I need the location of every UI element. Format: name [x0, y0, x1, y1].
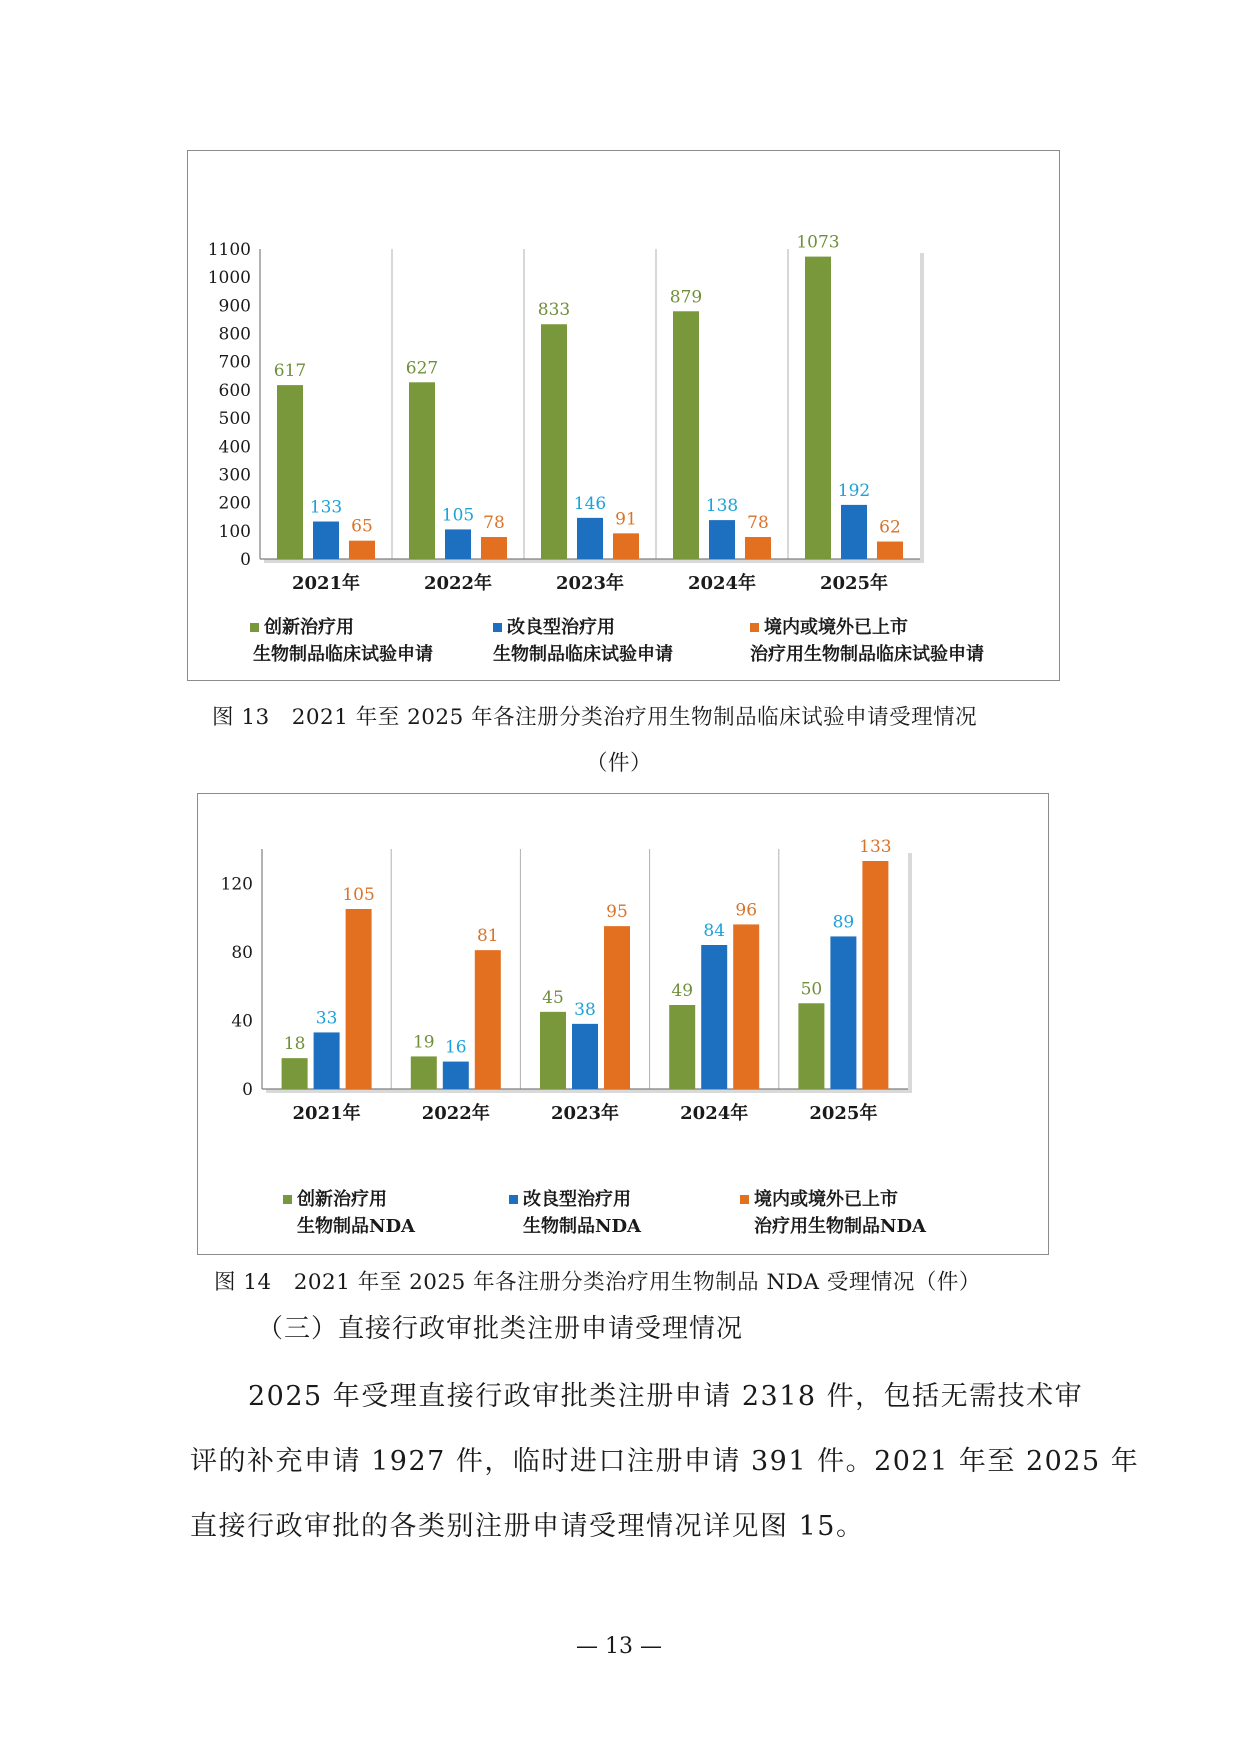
chart-fig13-plot	[188, 151, 1061, 682]
bar	[572, 1024, 598, 1089]
legend-item-improved	[493, 614, 673, 668]
data-label: 91	[615, 509, 637, 530]
y-tick-label: 800	[218, 324, 251, 345]
bar	[798, 1003, 824, 1089]
bar	[313, 522, 339, 559]
bar	[862, 861, 888, 1089]
y-tick-label: 900	[218, 296, 251, 317]
data-label: 16	[444, 1037, 467, 1058]
data-label: 146	[573, 493, 607, 514]
legend-line1: 改良型治疗用	[507, 617, 615, 638]
bar	[733, 924, 759, 1089]
paragraph-line-1: 2025 年受理直接行政审批类注册申请 2318 件，包括无需技术审	[248, 1381, 1084, 1412]
data-label: 879	[669, 287, 703, 308]
y-tick-label: 300	[218, 465, 251, 486]
x-tick-label: 2024年	[680, 1103, 749, 1124]
y-tick-label: 1000	[207, 268, 251, 289]
data-label: 81	[476, 926, 499, 947]
data-label: 105	[441, 505, 475, 526]
data-label: 38	[574, 999, 596, 1020]
x-tick-label: 2021年	[291, 573, 361, 594]
legend-swatch-blue	[509, 1195, 518, 1204]
x-tick-label: 2022年	[421, 1103, 490, 1124]
y-tick-label: 100	[218, 521, 251, 542]
x-tick-label: 2025年	[809, 1103, 878, 1124]
data-label: 617	[273, 361, 307, 382]
paragraph-line-2: 评的补充申请 1927 件，临时进口注册申请 391 件。2021 年至 2025 年	[190, 1446, 1140, 1477]
y-tick-label: 80	[231, 942, 253, 963]
legend-line1: 境内或境外已上市	[764, 617, 908, 638]
legend-item-marketed	[750, 614, 984, 668]
data-label: 84	[703, 921, 726, 941]
data-label: 133	[309, 497, 343, 518]
data-label: 49	[671, 981, 694, 1001]
y-tick-label: 500	[218, 409, 251, 430]
bar	[701, 945, 727, 1089]
legend-line2: 治疗用生物制品NDA	[754, 1216, 927, 1237]
legend-line1: 改良型治疗用	[523, 1189, 631, 1210]
y-tick-label: 0	[240, 550, 251, 570]
bar	[314, 1032, 340, 1089]
chart-fig14	[197, 793, 1049, 1255]
bar	[841, 505, 867, 559]
legend-swatch-orange	[740, 1195, 749, 1204]
page-number: — 13 —	[576, 1634, 662, 1659]
data-label: 33	[315, 1008, 338, 1029]
y-tick-label: 0	[242, 1080, 253, 1100]
x-tick-label: 2023年	[550, 1103, 620, 1124]
data-label: 105	[342, 885, 375, 905]
section-heading: （三）直接行政审批类注册申请受理情况	[257, 1314, 744, 1344]
x-tick-label: 2025年	[819, 573, 889, 594]
figure-13-caption-unit: （件）	[586, 751, 653, 776]
bar	[445, 529, 471, 559]
data-label: 192	[837, 480, 871, 501]
y-tick-label: 600	[218, 380, 251, 401]
data-label: 19	[412, 1032, 435, 1053]
y-tick-label: 120	[220, 874, 253, 895]
data-label: 95	[606, 902, 628, 923]
data-label: 62	[879, 517, 901, 538]
legend-swatch-green	[250, 623, 259, 632]
data-label: 138	[705, 496, 739, 517]
y-tick-label: 700	[218, 352, 251, 373]
legend-line2: 生物制品临床试验申请	[253, 644, 433, 665]
chart-fig13	[187, 150, 1060, 681]
legend-line2: 生物制品NDA	[297, 1216, 416, 1237]
bar	[443, 1062, 469, 1089]
legend-item-improved-nda	[509, 1186, 641, 1240]
data-label: 78	[747, 513, 769, 534]
y-tick-label: 400	[218, 437, 251, 458]
bar	[475, 950, 501, 1089]
bar	[577, 518, 603, 559]
bar	[604, 926, 630, 1089]
legend-item-innovative-nda	[283, 1186, 415, 1240]
figure-14-caption: 图 14 2021 年至 2025 年各注册分类治疗用生物制品 NDA 受理情况（件）	[214, 1270, 981, 1295]
bar	[745, 537, 771, 559]
bar	[346, 909, 372, 1089]
bar	[540, 1012, 566, 1089]
data-label: 89	[832, 912, 855, 933]
x-tick-label: 2024年	[687, 573, 757, 594]
bar	[541, 324, 567, 559]
legend-line2: 生物制品NDA	[523, 1216, 642, 1237]
bar	[613, 533, 639, 559]
bar	[709, 520, 735, 559]
data-label: 78	[483, 513, 505, 534]
data-label: 65	[351, 516, 373, 537]
figure-13-caption: 图 13 2021 年至 2025 年各注册分类治疗用生物制品临床试验申请受理情况	[212, 705, 978, 730]
legend-line1: 创新治疗用	[264, 617, 354, 638]
bar	[805, 257, 831, 559]
data-label: 50	[800, 979, 823, 1000]
data-label: 45	[542, 987, 564, 1008]
bar	[411, 1056, 437, 1089]
legend-item-marketed-nda	[740, 1186, 926, 1240]
bar	[669, 1005, 695, 1089]
bar	[349, 541, 375, 559]
legend-line2: 治疗用生物制品临床试验申请	[750, 644, 984, 665]
x-tick-label: 2022年	[423, 573, 493, 594]
data-label: 833	[537, 300, 571, 321]
data-label: 18	[283, 1034, 306, 1055]
paragraph-line-3: 直接行政审批的各类别注册申请受理情况详见图 15。	[190, 1511, 865, 1542]
legend-swatch-green	[283, 1195, 292, 1204]
x-tick-label: 2023年	[555, 573, 625, 594]
data-label: 96	[735, 900, 758, 921]
bar	[409, 382, 435, 559]
data-label: 1073	[796, 232, 840, 253]
legend-item-innovative	[250, 614, 433, 668]
bar	[877, 542, 903, 559]
legend-swatch-orange	[750, 623, 759, 632]
data-label: 627	[405, 358, 439, 379]
legend-line1: 创新治疗用	[297, 1189, 387, 1210]
y-tick-label: 200	[218, 493, 251, 514]
bar	[277, 385, 303, 559]
y-tick-label: 40	[231, 1011, 253, 1032]
y-tick-label: 1100	[207, 240, 251, 260]
data-label: 133	[859, 837, 892, 857]
legend-swatch-blue	[493, 623, 502, 632]
bar	[673, 311, 699, 559]
bar	[481, 537, 507, 559]
legend-line1: 境内或境外已上市	[754, 1189, 898, 1210]
x-tick-label: 2021年	[292, 1103, 361, 1124]
bar	[830, 936, 856, 1089]
legend-line2: 生物制品临床试验申请	[493, 644, 673, 665]
bar	[282, 1058, 308, 1089]
